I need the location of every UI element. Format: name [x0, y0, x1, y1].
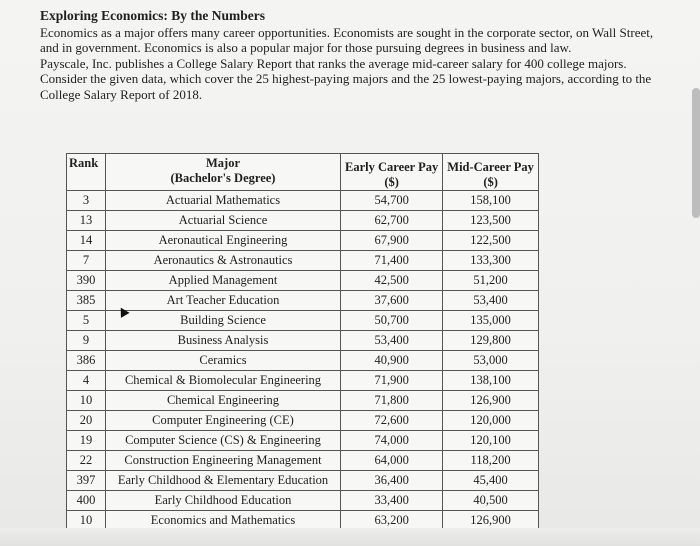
intro-text [40, 8, 672, 102]
intro-paragraph-1: Economics as a major offers many career opportunities. Economists are sought in the corporate sector, on Wall Street, and in government. Economics is also a popular major for those pursuing degrees in business and law. [40, 24, 654, 55]
cell-early-career-pay: 63,200 [341, 511, 443, 531]
header-major: Major (Bachelor's Degree) [106, 154, 341, 191]
cell-major: Actuarial Mathematics [106, 191, 341, 211]
cell-mid-career-pay: 120,100 [443, 431, 539, 451]
cell-rank: 7 [67, 251, 106, 271]
cell-mid-career-pay: 129,800 [443, 331, 539, 351]
cell-rank: 10 [67, 391, 106, 411]
table-row [67, 251, 539, 271]
cell-major: Building Science [106, 311, 341, 331]
page-bottom-edge [0, 528, 700, 546]
cell-early-career-pay: 71,400 [341, 251, 443, 271]
salary-table [66, 153, 539, 531]
cell-major: Aeronautics & Astronautics [106, 251, 341, 271]
cell-major: Art Teacher Education [106, 291, 341, 311]
scrollbar[interactable] [692, 88, 700, 218]
cell-mid-career-pay: 138,100 [443, 371, 539, 391]
table-row [67, 391, 539, 411]
cell-early-career-pay: 50,700 [341, 311, 443, 331]
cell-mid-career-pay: 118,200 [443, 451, 539, 471]
cell-mid-career-pay: 126,900 [443, 391, 539, 411]
cell-mid-career-pay: 126,900 [443, 511, 539, 531]
cell-rank: 5 [67, 311, 106, 331]
cell-mid-career-pay: 122,500 [443, 231, 539, 251]
cell-rank: 385 [67, 291, 106, 311]
cell-early-career-pay: 40,900 [341, 351, 443, 371]
table-row [67, 471, 539, 491]
table-row [67, 331, 539, 351]
intro-paragraph-2: Payscale, Inc. publishes a College Salary Report that ranks the average mid-career salary for 400 college majors. Consider the given data, which cover the 25 highest-paying majors and the 25 lowest-paying majors, according to the College Salary Report of 2018. [40, 55, 652, 102]
cell-early-career-pay: 71,800 [341, 391, 443, 411]
cell-mid-career-pay: 51,200 [443, 271, 539, 291]
cell-mid-career-pay: 123,500 [443, 211, 539, 231]
cell-rank: 4 [67, 371, 106, 391]
table-row [67, 351, 539, 371]
cell-mid-career-pay: 158,100 [443, 191, 539, 211]
cell-rank: 9 [67, 331, 106, 351]
table-row [67, 451, 539, 471]
header-mid-career-pay: Mid-Career Pay ($) [443, 154, 539, 191]
cell-rank: 13 [67, 211, 106, 231]
cell-early-career-pay: 33,400 [341, 491, 443, 511]
cell-rank: 19 [67, 431, 106, 451]
table-row [67, 411, 539, 431]
cell-mid-career-pay: 133,300 [443, 251, 539, 271]
table-row [67, 231, 539, 251]
cell-mid-career-pay: 40,500 [443, 491, 539, 511]
cell-rank: 10 [67, 511, 106, 531]
cell-early-career-pay: 71,900 [341, 371, 443, 391]
cell-major: Applied Management [106, 271, 341, 291]
cell-early-career-pay: 36,400 [341, 471, 443, 491]
table-header-row [67, 154, 539, 191]
cell-early-career-pay: 74,000 [341, 431, 443, 451]
table-row [67, 311, 539, 331]
cell-mid-career-pay: 53,400 [443, 291, 539, 311]
table-row [67, 211, 539, 231]
cell-rank: 390 [67, 271, 106, 291]
cell-early-career-pay: 67,900 [341, 231, 443, 251]
cell-major: Chemical & Biomolecular Engineering [106, 371, 341, 391]
cell-early-career-pay: 72,600 [341, 411, 443, 431]
table-row [67, 191, 539, 211]
cell-early-career-pay: 54,700 [341, 191, 443, 211]
cell-early-career-pay: 62,700 [341, 211, 443, 231]
cell-major: Early Childhood & Elementary Education [106, 471, 341, 491]
cell-mid-career-pay: 53,000 [443, 351, 539, 371]
table-row [67, 431, 539, 451]
cell-rank: 3 [67, 191, 106, 211]
cell-rank: 14 [67, 231, 106, 251]
cell-rank: 397 [67, 471, 106, 491]
cell-major: Business Analysis [106, 331, 341, 351]
table-row [67, 491, 539, 511]
cell-major: Computer Engineering (CE) [106, 411, 341, 431]
cell-major: Early Childhood Education [106, 491, 341, 511]
cell-major: Economics and Mathematics [106, 511, 341, 531]
cell-rank: 20 [67, 411, 106, 431]
cell-early-career-pay: 37,600 [341, 291, 443, 311]
table-row [67, 371, 539, 391]
cell-major: Actuarial Science [106, 211, 341, 231]
cell-mid-career-pay: 135,000 [443, 311, 539, 331]
cell-rank: 386 [67, 351, 106, 371]
cell-mid-career-pay: 120,000 [443, 411, 539, 431]
header-early-career-pay: Early Career Pay ($) [341, 154, 443, 191]
cell-major: Construction Engineering Management [106, 451, 341, 471]
table-row [67, 271, 539, 291]
cell-early-career-pay: 64,000 [341, 451, 443, 471]
header-rank: Rank [67, 154, 106, 191]
cell-rank: 22 [67, 451, 106, 471]
cell-major: Ceramics [106, 351, 341, 371]
table-row [67, 291, 539, 311]
cell-major: Aeronautical Engineering [106, 231, 341, 251]
cell-early-career-pay: 42,500 [341, 271, 443, 291]
cell-major: Computer Science (CS) & Engineering [106, 431, 341, 451]
cell-rank: 400 [67, 491, 106, 511]
cell-mid-career-pay: 45,400 [443, 471, 539, 491]
cell-early-career-pay: 53,400 [341, 331, 443, 351]
cell-major: Chemical Engineering [106, 391, 341, 411]
page-title: Exploring Economics: By the Numbers [40, 8, 266, 23]
